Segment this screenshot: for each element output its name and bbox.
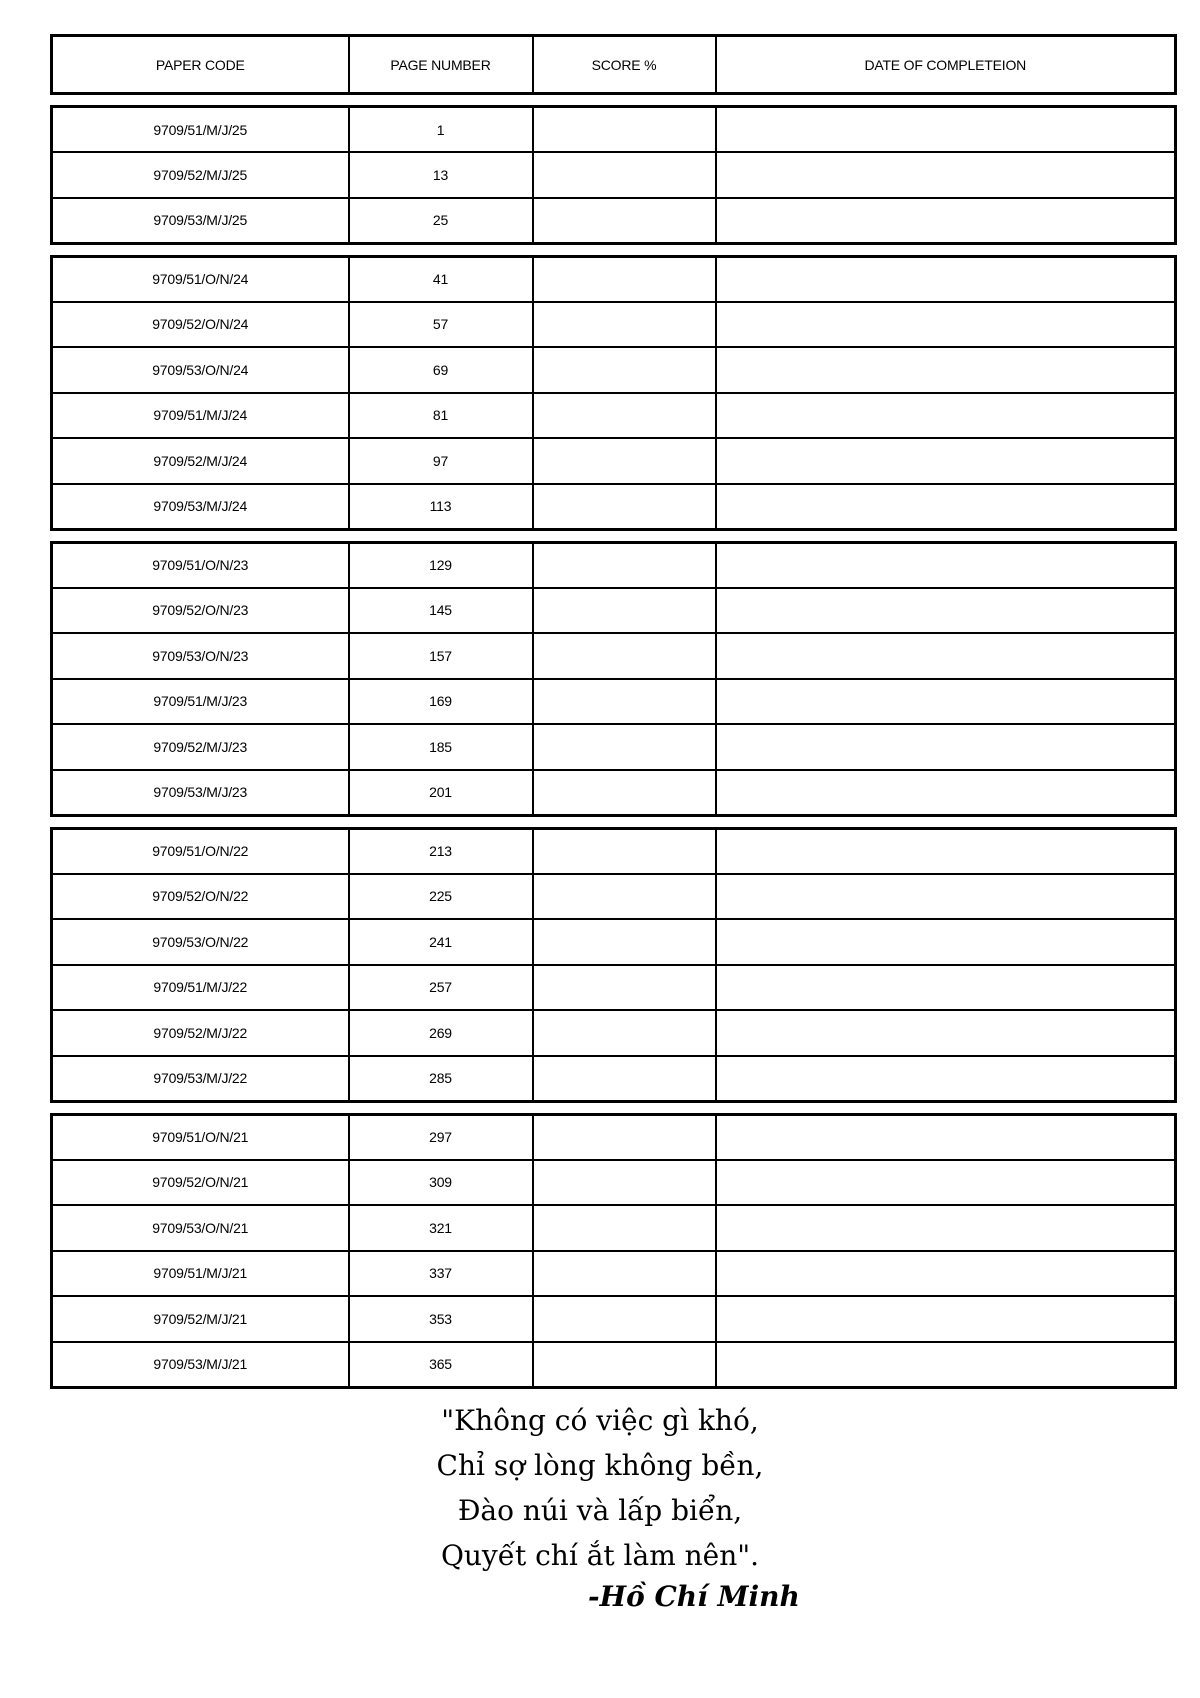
date-of-completion-cell[interactable]: [716, 724, 1176, 770]
paper-code-cell: 9709/53/O/N/23: [52, 633, 349, 679]
score-cell[interactable]: [533, 965, 716, 1011]
table-row: [52, 347, 1176, 393]
date-of-completion-cell[interactable]: [716, 256, 1176, 302]
score-cell[interactable]: [533, 256, 716, 302]
page-number-cell: 297: [349, 1114, 533, 1160]
paper-code-cell: 9709/52/M/J/25: [52, 152, 349, 198]
score-cell[interactable]: [533, 438, 716, 484]
score-cell[interactable]: [533, 1205, 716, 1251]
table-row: [52, 256, 1176, 302]
score-cell[interactable]: [533, 588, 716, 634]
page-number-cell: 225: [349, 874, 533, 920]
paper-group-table: [50, 1113, 1177, 1389]
date-of-completion-cell[interactable]: [716, 588, 1176, 634]
date-of-completion-cell[interactable]: [716, 347, 1176, 393]
date-of-completion-cell[interactable]: [716, 393, 1176, 439]
table-row: [52, 919, 1176, 965]
score-cell[interactable]: [533, 770, 716, 816]
page-number-cell: 1: [349, 107, 533, 153]
paper-code-cell: 9709/52/O/N/22: [52, 874, 349, 920]
page-number-cell: 353: [349, 1296, 533, 1342]
date-of-completion-cell[interactable]: [716, 919, 1176, 965]
page-number-cell: 285: [349, 1056, 533, 1102]
score-cell[interactable]: [533, 679, 716, 725]
table-row: [52, 1114, 1176, 1160]
page-number-cell: 69: [349, 347, 533, 393]
paper-code-cell: 9709/51/M/J/25: [52, 107, 349, 153]
paper-code-cell: 9709/52/O/N/21: [52, 1160, 349, 1206]
paper-code-cell: 9709/52/M/J/21: [52, 1296, 349, 1342]
paper-group-table: [50, 105, 1177, 245]
date-of-completion-cell[interactable]: [716, 107, 1176, 153]
table-row: [52, 1296, 1176, 1342]
paper-code-cell: 9709/53/M/J/24: [52, 484, 349, 530]
table-row: [52, 1251, 1176, 1297]
date-of-completion-cell[interactable]: [716, 1251, 1176, 1297]
header-page-number: PAGE NUMBER: [349, 36, 533, 94]
paper-code-cell: 9709/52/M/J/23: [52, 724, 349, 770]
table-row: [52, 152, 1176, 198]
table-row: [52, 965, 1176, 1011]
table-row: [52, 393, 1176, 439]
table-row: [52, 302, 1176, 348]
page-number-cell: 321: [349, 1205, 533, 1251]
score-cell[interactable]: [533, 1010, 716, 1056]
paper-code-cell: 9709/52/M/J/24: [52, 438, 349, 484]
score-cell[interactable]: [533, 1296, 716, 1342]
score-cell[interactable]: [533, 1160, 716, 1206]
date-of-completion-cell[interactable]: [716, 828, 1176, 874]
table-row: [52, 1056, 1176, 1102]
score-cell[interactable]: [533, 874, 716, 920]
page-number-cell: 337: [349, 1251, 533, 1297]
paper-code-cell: 9709/51/M/J/24: [52, 393, 349, 439]
paper-code-cell: 9709/53/M/J/22: [52, 1056, 349, 1102]
table-row: [52, 198, 1176, 244]
page-number-cell: 157: [349, 633, 533, 679]
score-cell[interactable]: [533, 302, 716, 348]
page-number-cell: 145: [349, 588, 533, 634]
date-of-completion-cell[interactable]: [716, 1342, 1176, 1388]
date-of-completion-cell[interactable]: [716, 1010, 1176, 1056]
table-row: [52, 1010, 1176, 1056]
page-number-cell: 185: [349, 724, 533, 770]
score-cell[interactable]: [533, 724, 716, 770]
paper-code-cell: 9709/52/M/J/22: [52, 1010, 349, 1056]
date-of-completion-cell[interactable]: [716, 302, 1176, 348]
date-of-completion-cell[interactable]: [716, 1114, 1176, 1160]
motivational-quote: [0, 1398, 1200, 1578]
date-of-completion-cell[interactable]: [716, 679, 1176, 725]
table-row: [52, 1342, 1176, 1388]
date-of-completion-cell[interactable]: [716, 1160, 1176, 1206]
date-of-completion-cell[interactable]: [716, 198, 1176, 244]
header-row: [52, 36, 1176, 94]
date-of-completion-cell[interactable]: [716, 484, 1176, 530]
date-of-completion-cell[interactable]: [716, 770, 1176, 816]
score-cell[interactable]: [533, 633, 716, 679]
quote-line: Đào núi và lấp biển,: [457, 1494, 743, 1527]
date-of-completion-cell[interactable]: [716, 1205, 1176, 1251]
header-date-of-completion: DATE OF COMPLETEION: [716, 36, 1176, 94]
table-row: [52, 484, 1176, 530]
table-row: [52, 1160, 1176, 1206]
paper-group-table: [50, 255, 1177, 531]
paper-code-cell: 9709/53/O/N/21: [52, 1205, 349, 1251]
score-cell[interactable]: [533, 152, 716, 198]
date-of-completion-cell[interactable]: [716, 542, 1176, 588]
paper-code-cell: 9709/51/M/J/22: [52, 965, 349, 1011]
table-row: [52, 633, 1176, 679]
page-number-cell: 241: [349, 919, 533, 965]
paper-code-cell: 9709/53/M/J/23: [52, 770, 349, 816]
paper-code-cell: 9709/51/M/J/21: [52, 1251, 349, 1297]
date-of-completion-cell[interactable]: [716, 633, 1176, 679]
page-number-cell: 169: [349, 679, 533, 725]
page-number-cell: 257: [349, 965, 533, 1011]
page-number-cell: 81: [349, 393, 533, 439]
table-row: [52, 828, 1176, 874]
score-cell[interactable]: [533, 1251, 716, 1297]
page-number-cell: 13: [349, 152, 533, 198]
score-cell[interactable]: [533, 1342, 716, 1388]
paper-code-cell: 9709/51/M/J/23: [52, 679, 349, 725]
date-of-completion-cell[interactable]: [716, 965, 1176, 1011]
progress-tracker-sheet: [50, 34, 1174, 1399]
page-number-cell: 213: [349, 828, 533, 874]
table-row: [52, 542, 1176, 588]
page-number-cell: 365: [349, 1342, 533, 1388]
page-number-cell: 57: [349, 302, 533, 348]
table-row: [52, 438, 1176, 484]
paper-code-cell: 9709/53/M/J/25: [52, 198, 349, 244]
header-score: SCORE %: [533, 36, 716, 94]
table-row: [52, 770, 1176, 816]
paper-code-cell: 9709/53/M/J/21: [52, 1342, 349, 1388]
paper-code-cell: 9709/51/O/N/23: [52, 542, 349, 588]
paper-code-cell: 9709/53/O/N/22: [52, 919, 349, 965]
table-row: [52, 679, 1176, 725]
date-of-completion-cell[interactable]: [716, 152, 1176, 198]
score-cell[interactable]: [533, 347, 716, 393]
score-cell[interactable]: [533, 1056, 716, 1102]
header-paper-code: PAPER CODE: [52, 36, 349, 94]
page-number-cell: 201: [349, 770, 533, 816]
page-number-cell: 129: [349, 542, 533, 588]
date-of-completion-cell[interactable]: [716, 1296, 1176, 1342]
page-number-cell: 309: [349, 1160, 533, 1206]
paper-code-cell: 9709/52/O/N/24: [52, 302, 349, 348]
paper-code-cell: 9709/51/O/N/22: [52, 828, 349, 874]
quote-author: -Hồ Chí Minh: [588, 1580, 800, 1613]
score-cell[interactable]: [533, 107, 716, 153]
table-row: [52, 874, 1176, 920]
table-row: [52, 724, 1176, 770]
page-number-cell: 113: [349, 484, 533, 530]
date-of-completion-cell[interactable]: [716, 438, 1176, 484]
table-row: [52, 1205, 1176, 1251]
quote-line: Quyết chí ắt làm nên".: [440, 1539, 760, 1572]
page-number-cell: 97: [349, 438, 533, 484]
score-cell[interactable]: [533, 198, 716, 244]
score-cell[interactable]: [533, 828, 716, 874]
score-cell[interactable]: [533, 919, 716, 965]
paper-group-table: [50, 541, 1177, 817]
quote-line: "Không có việc gì khó,: [441, 1404, 759, 1437]
page-number-cell: 269: [349, 1010, 533, 1056]
date-of-completion-cell[interactable]: [716, 874, 1176, 920]
paper-code-cell: 9709/51/O/N/24: [52, 256, 349, 302]
score-cell[interactable]: [533, 542, 716, 588]
page-number-cell: 25: [349, 198, 533, 244]
quote-line: Chỉ sợ lòng không bền,: [436, 1449, 764, 1482]
score-cell[interactable]: [533, 484, 716, 530]
header-table: [50, 34, 1177, 95]
paper-code-cell: 9709/52/O/N/23: [52, 588, 349, 634]
score-cell[interactable]: [533, 393, 716, 439]
table-row: [52, 588, 1176, 634]
paper-code-cell: 9709/53/O/N/24: [52, 347, 349, 393]
score-cell[interactable]: [533, 1114, 716, 1160]
paper-code-cell: 9709/51/O/N/21: [52, 1114, 349, 1160]
date-of-completion-cell[interactable]: [716, 1056, 1176, 1102]
paper-group-table: [50, 827, 1177, 1103]
paper-groups: [50, 105, 1174, 1389]
table-row: [52, 107, 1176, 153]
page-number-cell: 41: [349, 256, 533, 302]
